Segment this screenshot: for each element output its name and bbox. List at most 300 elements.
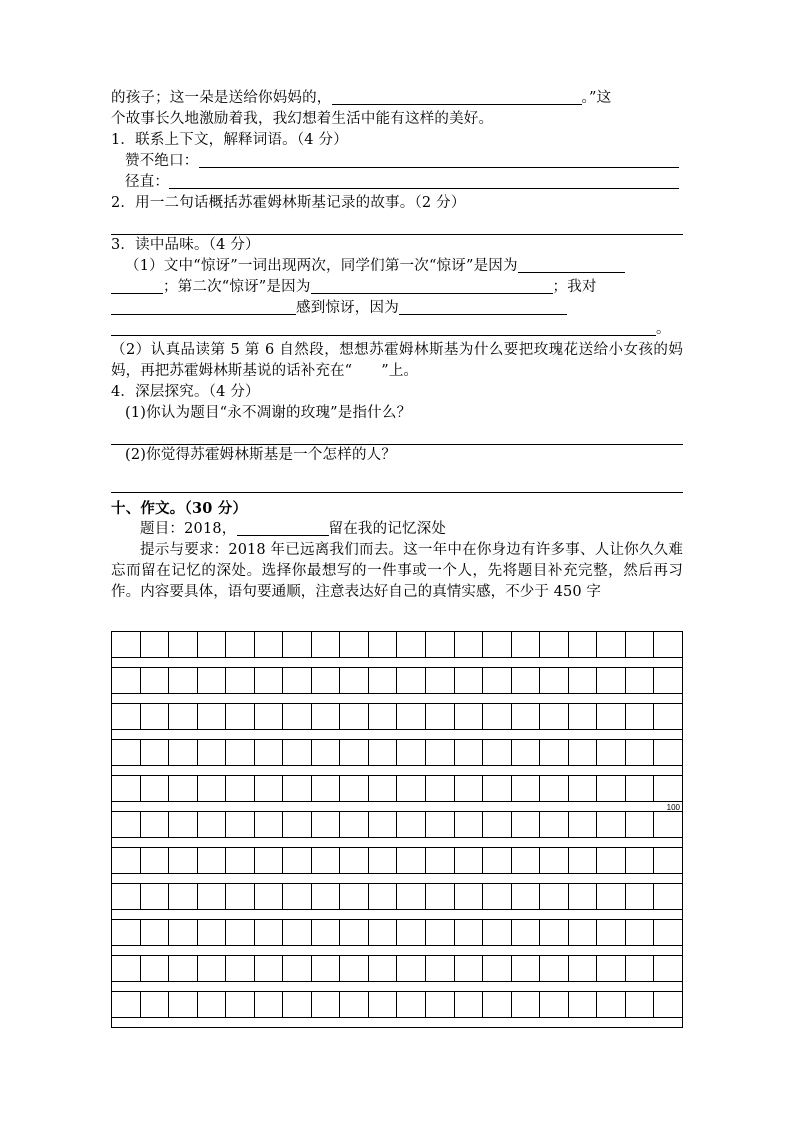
composition-grid-cell[interactable] — [368, 632, 397, 658]
composition-grid-cell[interactable] — [454, 668, 483, 694]
composition-grid-cell[interactable] — [426, 956, 455, 982]
composition-grid-cell[interactable] — [654, 668, 683, 694]
composition-grid-row[interactable] — [112, 740, 683, 766]
composition-grid-cell[interactable] — [368, 740, 397, 766]
composition-grid-cell[interactable] — [483, 920, 512, 946]
question-4-sub-2: (2)你觉得苏霍姆林斯基是一个怎样的人？ — [125, 447, 397, 463]
composition-grid-cell[interactable] — [397, 668, 426, 694]
composition-grid-cell[interactable] — [254, 632, 283, 658]
composition-grid-spacer-cell — [112, 838, 683, 848]
question-4-sub-2-answer-space[interactable] — [111, 466, 683, 492]
composition-grid-cell[interactable] — [112, 812, 141, 838]
composition-grid-cell[interactable] — [283, 668, 312, 694]
question-1-item-2-label: 径直： — [125, 174, 170, 190]
composition-grid-cell[interactable] — [568, 668, 597, 694]
composition-grid-cell[interactable] — [426, 632, 455, 658]
composition-grid-row[interactable] — [112, 884, 683, 910]
composition-grid-spacer-cell — [112, 694, 683, 704]
composition-grid-cell[interactable] — [140, 920, 169, 946]
question-2-number: 2． — [111, 195, 136, 211]
composition-grid-cell[interactable] — [340, 848, 369, 874]
question-4-sub-2-answer-rule[interactable] — [111, 492, 683, 493]
composition-grid-cell[interactable] — [226, 740, 255, 766]
composition-grid-spacer-cell — [112, 766, 683, 776]
composition-grid-cell[interactable] — [454, 812, 483, 838]
composition-grid-cell[interactable] — [511, 956, 540, 982]
composition-grid-cell[interactable] — [397, 812, 426, 838]
composition-grid-cell[interactable] — [511, 920, 540, 946]
question-3-sub-1-line-4 — [111, 319, 683, 340]
composition-grid-cell[interactable] — [112, 740, 141, 766]
composition-grid-cell[interactable] — [540, 884, 569, 910]
composition-grid-cell[interactable] — [169, 992, 198, 1018]
composition-grid-cell[interactable] — [340, 668, 369, 694]
composition-grid-cell[interactable] — [368, 992, 397, 1018]
composition-grid-cell[interactable] — [226, 920, 255, 946]
composition-grid-cell[interactable] — [597, 884, 626, 910]
composition-grid-cell[interactable] — [226, 776, 255, 802]
composition-grid-cell[interactable] — [283, 812, 312, 838]
composition-grid-cell[interactable] — [311, 704, 340, 730]
composition-grid-cell[interactable] — [654, 848, 683, 874]
composition-grid-cell[interactable] — [340, 956, 369, 982]
composition-grid-row[interactable] — [112, 812, 683, 838]
composition-grid-cell[interactable] — [568, 632, 597, 658]
composition-grid-cell[interactable] — [397, 992, 426, 1018]
composition-grid-cell[interactable] — [597, 740, 626, 766]
composition-grid-cell[interactable] — [112, 668, 141, 694]
question-3-heading — [111, 235, 683, 256]
composition-grid-cell[interactable] — [197, 776, 226, 802]
composition-grid-cell[interactable] — [654, 920, 683, 946]
composition-grid-spacer — [112, 730, 683, 740]
composition-grid-cell[interactable] — [654, 776, 683, 802]
composition-grid-cell[interactable] — [254, 668, 283, 694]
composition-grid-cell[interactable] — [511, 668, 540, 694]
composition-grid-cell[interactable] — [254, 848, 283, 874]
composition-grid-cell[interactable] — [511, 812, 540, 838]
question-3-blank-4[interactable] — [111, 299, 296, 315]
composition-grid-cell[interactable] — [454, 704, 483, 730]
composition-grid-spacer-cell — [112, 730, 683, 740]
composition-grid-cell[interactable] — [254, 992, 283, 1018]
composition-grid-cell[interactable] — [483, 884, 512, 910]
composition-grid-cell[interactable] — [511, 884, 540, 910]
composition-prompt: 提示与要求：2018 年已远离我们而去。这一年中在你身边有许多事、人让你久久难忘而留在记忆的深处。选择你最想写的一件事或一个人，先将题目补充完整，然后再习作。内容要具体，语句要通顺，注意表达好自己的真情实感，不少于 450 字 — [111, 542, 683, 600]
composition-grid-cell[interactable] — [483, 812, 512, 838]
composition-grid-spacer — [112, 658, 683, 668]
composition-grid-cell[interactable] — [368, 668, 397, 694]
composition-grid-cell[interactable] — [625, 668, 654, 694]
composition-grid-cell[interactable] — [654, 740, 683, 766]
composition-grid-spacer-cell — [112, 874, 683, 884]
composition-grid-cell[interactable] — [340, 920, 369, 946]
composition-grid-cell[interactable] — [197, 992, 226, 1018]
composition-grid-cell[interactable] — [511, 848, 540, 874]
composition-grid-cell[interactable] — [254, 740, 283, 766]
question-1-item-2 — [111, 172, 683, 193]
composition-grid-row[interactable] — [112, 992, 683, 1018]
composition-grid-cell[interactable] — [254, 956, 283, 982]
composition-grid-cell[interactable] — [283, 992, 312, 1018]
composition-grid-cell[interactable] — [397, 704, 426, 730]
composition-grid-cell[interactable] — [397, 956, 426, 982]
composition-grid-cell[interactable] — [426, 704, 455, 730]
question-3-sub-1-line-2 — [111, 277, 683, 298]
question-4-sub-1-answer-space[interactable] — [111, 424, 683, 444]
composition-grid-cell[interactable] — [197, 884, 226, 910]
question-3-blank-5[interactable] — [399, 299, 567, 315]
composition-grid-cell[interactable] — [311, 632, 340, 658]
composition-grid-cell[interactable] — [540, 632, 569, 658]
composition-grid-cell[interactable] — [112, 704, 141, 730]
composition-grid-cell[interactable] — [140, 956, 169, 982]
composition-title-suffix: 留在我的记忆深处 — [328, 521, 447, 537]
composition-grid-cell[interactable] — [597, 632, 626, 658]
question-1-heading — [111, 130, 683, 151]
composition-grid-cell[interactable] — [311, 812, 340, 838]
composition-grid-cell[interactable] — [283, 632, 312, 658]
composition-grid-cell[interactable] — [426, 848, 455, 874]
question-3-blank-1[interactable] — [518, 257, 625, 273]
composition-grid-spacer-cell — [112, 910, 683, 920]
composition-grid-cell[interactable] — [197, 812, 226, 838]
composition-grid-count-marker: 100 — [666, 803, 680, 812]
composition-grid-cell[interactable] — [112, 956, 141, 982]
composition-grid-cell[interactable] — [540, 740, 569, 766]
composition-grid-cell[interactable] — [283, 956, 312, 982]
composition-grid-cell[interactable] — [454, 632, 483, 658]
composition-grid-cell[interactable] — [454, 992, 483, 1018]
composition-grid-cell[interactable] — [254, 776, 283, 802]
composition-grid-cell[interactable] — [283, 740, 312, 766]
composition-grid-cell[interactable] — [283, 704, 312, 730]
composition-grid-cell[interactable] — [140, 884, 169, 910]
composition-grid-cell[interactable] — [426, 776, 455, 802]
composition-grid-cell[interactable] — [197, 668, 226, 694]
composition-grid-cell[interactable] — [112, 992, 141, 1018]
passage-blank-1[interactable] — [332, 89, 582, 105]
composition-grid-cell[interactable] — [368, 956, 397, 982]
composition-grid-cell[interactable] — [568, 740, 597, 766]
composition-grid-cell[interactable] — [568, 812, 597, 838]
question-3-sub-1-line-1 — [111, 256, 683, 277]
composition-title-line — [111, 519, 683, 540]
composition-grid-cell[interactable] — [654, 812, 683, 838]
composition-grid-row[interactable] — [112, 668, 683, 694]
composition-grid-cell[interactable] — [483, 704, 512, 730]
composition-grid-cell[interactable] — [540, 956, 569, 982]
composition-grid-cell[interactable] — [311, 920, 340, 946]
composition-grid-cell[interactable] — [568, 704, 597, 730]
composition-grid-cell[interactable] — [540, 704, 569, 730]
composition-grid-cell[interactable] — [340, 812, 369, 838]
composition-grid-cell[interactable] — [254, 812, 283, 838]
composition-grid-cell[interactable] — [597, 920, 626, 946]
composition-grid-cell[interactable] — [226, 668, 255, 694]
composition-grid-cell[interactable] — [426, 884, 455, 910]
composition-grid-cell[interactable] — [169, 920, 198, 946]
composition-grid-cell[interactable] — [169, 632, 198, 658]
question-3-blank-2[interactable] — [111, 278, 163, 294]
composition-grid-cell[interactable] — [197, 704, 226, 730]
composition-grid-cell[interactable] — [511, 704, 540, 730]
composition-grid[interactable] — [111, 631, 683, 1028]
composition-grid-cell[interactable] — [397, 884, 426, 910]
composition-grid-cell[interactable] — [140, 668, 169, 694]
question-1-item-2-blank[interactable] — [169, 173, 679, 189]
composition-grid-cell[interactable] — [169, 884, 198, 910]
composition-grid-cell[interactable] — [226, 848, 255, 874]
composition-grid-cell[interactable] — [340, 740, 369, 766]
composition-grid-spacer — [112, 910, 683, 920]
composition-grid-cell[interactable] — [197, 956, 226, 982]
composition-grid-cell[interactable] — [140, 740, 169, 766]
composition-grid-cell[interactable] — [112, 776, 141, 802]
composition-grid-cell[interactable] — [625, 992, 654, 1018]
composition-grid-cell[interactable] — [397, 848, 426, 874]
composition-grid-cell[interactable] — [311, 740, 340, 766]
question-3-text: 读中品味。（4 分） — [135, 237, 260, 253]
composition-grid-cell[interactable] — [625, 812, 654, 838]
passage-tail-text-post: 。”这 — [581, 90, 612, 106]
composition-grid-cell[interactable] — [112, 632, 141, 658]
question-4-sub-1: (1)你认为题目“永不凋谢的玫瑰”是指什么？ — [125, 405, 412, 421]
composition-grid-cell[interactable] — [340, 776, 369, 802]
composition-grid-cell[interactable] — [654, 992, 683, 1018]
composition-grid-cell[interactable] — [169, 776, 198, 802]
question-1-item-1-blank[interactable] — [199, 152, 679, 168]
composition-grid-cell[interactable] — [169, 740, 198, 766]
composition-grid-cell[interactable] — [254, 884, 283, 910]
question-3-sub-1-text-e: 。 — [656, 321, 671, 337]
composition-grid-cell[interactable] — [625, 740, 654, 766]
question-4-text: 深层探究。（4 分） — [135, 384, 260, 400]
composition-grid-cell[interactable] — [540, 920, 569, 946]
composition-grid-spacer — [112, 766, 683, 776]
composition-grid-cell[interactable] — [540, 812, 569, 838]
composition-grid-spacer — [112, 694, 683, 704]
composition-grid-cell[interactable] — [226, 992, 255, 1018]
composition-grid-cell[interactable] — [226, 884, 255, 910]
composition-grid-cell[interactable] — [197, 848, 226, 874]
composition-grid-row[interactable] — [112, 920, 683, 946]
composition-grid-cell[interactable] — [454, 848, 483, 874]
composition-grid-cell[interactable] — [511, 740, 540, 766]
composition-grid-cell[interactable] — [226, 812, 255, 838]
composition-grid-cell[interactable] — [597, 812, 626, 838]
composition-grid-cell[interactable] — [625, 848, 654, 874]
composition-grid-cell[interactable] — [311, 776, 340, 802]
composition-grid-cell[interactable] — [169, 956, 198, 982]
composition-grid-cell[interactable] — [169, 704, 198, 730]
composition-grid-cell[interactable] — [226, 956, 255, 982]
question-2-heading — [111, 193, 683, 214]
composition-grid-table[interactable] — [111, 631, 683, 1028]
composition-grid-row[interactable] — [112, 632, 683, 658]
composition-grid-cell[interactable] — [197, 740, 226, 766]
composition-grid-cell[interactable] — [397, 740, 426, 766]
composition-grid-cell[interactable] — [340, 704, 369, 730]
passage-tail-text-pre: 的孩子；这一朵是送给你妈妈的， — [111, 90, 332, 106]
composition-grid-cell[interactable] — [426, 740, 455, 766]
composition-grid-cell[interactable] — [483, 776, 512, 802]
question-2-answer-space[interactable] — [111, 214, 683, 234]
composition-grid-cell[interactable] — [140, 992, 169, 1018]
composition-grid-cell[interactable] — [368, 884, 397, 910]
composition-grid-cell[interactable] — [625, 632, 654, 658]
composition-grid-cell[interactable] — [368, 776, 397, 802]
composition-grid-cell[interactable] — [568, 776, 597, 802]
composition-grid-cell[interactable] — [597, 848, 626, 874]
composition-grid-cell[interactable] — [140, 812, 169, 838]
composition-grid-cell[interactable] — [169, 848, 198, 874]
composition-grid-cell[interactable] — [426, 812, 455, 838]
composition-grid-cell[interactable] — [654, 704, 683, 730]
composition-grid-cell[interactable] — [112, 920, 141, 946]
composition-grid-cell[interactable] — [311, 848, 340, 874]
composition-grid-cell[interactable] — [140, 704, 169, 730]
composition-grid-cell[interactable] — [454, 920, 483, 946]
question-1-item-1 — [111, 151, 683, 172]
composition-grid-cell[interactable] — [597, 776, 626, 802]
composition-grid-cell[interactable] — [597, 704, 626, 730]
composition-grid-cell[interactable] — [283, 776, 312, 802]
composition-grid-cell[interactable] — [454, 956, 483, 982]
composition-grid-cell[interactable] — [483, 848, 512, 874]
question-4-heading — [111, 382, 683, 403]
composition-grid-cell[interactable] — [597, 956, 626, 982]
composition-grid-spacer — [112, 982, 683, 992]
composition-grid-cell[interactable] — [397, 920, 426, 946]
composition-grid-cell[interactable] — [340, 632, 369, 658]
composition-grid-cell[interactable] — [112, 884, 141, 910]
composition-grid-cell[interactable] — [311, 668, 340, 694]
composition-title-blank[interactable] — [237, 520, 329, 536]
question-3-blank-3[interactable] — [311, 278, 553, 294]
composition-grid-spacer — [112, 1018, 683, 1028]
composition-grid-cell[interactable] — [112, 848, 141, 874]
composition-grid-row[interactable] — [112, 956, 683, 982]
composition-grid-cell[interactable] — [483, 740, 512, 766]
composition-grid-cell[interactable] — [654, 884, 683, 910]
composition-grid-cell[interactable] — [254, 704, 283, 730]
composition-grid-cell[interactable] — [540, 668, 569, 694]
composition-grid-cell[interactable] — [511, 632, 540, 658]
composition-grid-cell[interactable] — [454, 740, 483, 766]
question-1-item-1-label: 赞不绝口： — [125, 153, 199, 169]
question-3-blank-6[interactable] — [111, 320, 656, 336]
composition-grid-cell[interactable] — [140, 776, 169, 802]
composition-grid-cell[interactable] — [254, 920, 283, 946]
composition-grid-cell[interactable] — [483, 632, 512, 658]
composition-grid-cell[interactable] — [454, 884, 483, 910]
composition-grid-row[interactable] — [112, 848, 683, 874]
composition-grid-cell[interactable] — [625, 776, 654, 802]
composition-grid-body — [112, 632, 683, 1028]
composition-grid-cell[interactable] — [511, 992, 540, 1018]
composition-grid-cell[interactable] — [226, 704, 255, 730]
composition-grid-cell[interactable] — [426, 668, 455, 694]
composition-grid-cell[interactable] — [625, 956, 654, 982]
passage-tail-line-2: 个故事长久地激励着我，我幻想着生活中能有这样的美好。 — [111, 111, 494, 127]
composition-grid-spacer-cell — [112, 658, 683, 668]
composition-grid-cell[interactable] — [283, 884, 312, 910]
composition-grid-cell[interactable] — [625, 920, 654, 946]
composition-grid-cell[interactable] — [568, 956, 597, 982]
composition-grid-cell[interactable] — [340, 992, 369, 1018]
composition-grid-cell[interactable] — [483, 668, 512, 694]
composition-heading: 十、作文。（30 分） — [111, 500, 248, 517]
composition-grid-cell[interactable] — [283, 848, 312, 874]
composition-grid-cell[interactable] — [397, 776, 426, 802]
composition-grid-cell[interactable] — [197, 920, 226, 946]
composition-grid-cell[interactable] — [169, 668, 198, 694]
composition-grid-cell[interactable] — [426, 992, 455, 1018]
composition-grid-cell[interactable] — [654, 956, 683, 982]
composition-grid-cell[interactable] — [197, 632, 226, 658]
composition-grid-spacer-cell — [112, 1018, 683, 1028]
composition-grid-spacer-cell — [112, 802, 683, 812]
composition-grid-cell[interactable] — [568, 920, 597, 946]
question-3-sub-1-text-d: 感到惊讶，因为 — [296, 300, 399, 316]
composition-grid-cell[interactable] — [568, 884, 597, 910]
composition-grid-row[interactable] — [112, 704, 683, 730]
question-3-sub-1-line-3 — [111, 298, 683, 319]
composition-grid-cell[interactable] — [311, 992, 340, 1018]
composition-grid-cell[interactable] — [340, 884, 369, 910]
composition-grid-cell[interactable] — [568, 848, 597, 874]
composition-grid-spacer — [112, 838, 683, 848]
composition-grid-cell[interactable] — [368, 704, 397, 730]
composition-grid-cell[interactable] — [483, 956, 512, 982]
question-1-number: 1． — [111, 132, 136, 148]
composition-grid-cell[interactable] — [140, 632, 169, 658]
composition-grid-cell[interactable] — [597, 668, 626, 694]
composition-grid-row[interactable] — [112, 776, 683, 802]
composition-grid-cell[interactable] — [368, 848, 397, 874]
composition-grid-spacer — [112, 802, 683, 812]
question-1-text: 联系上下文，解释词语。（4 分） — [135, 132, 348, 148]
composition-grid-cell[interactable] — [283, 920, 312, 946]
composition-grid-cell[interactable] — [140, 848, 169, 874]
composition-grid-cell[interactable] — [311, 956, 340, 982]
composition-grid-cell[interactable] — [625, 704, 654, 730]
composition-grid-cell[interactable] — [625, 884, 654, 910]
composition-grid-cell[interactable] — [483, 992, 512, 1018]
composition-grid-cell[interactable] — [654, 632, 683, 658]
composition-grid-cell[interactable] — [426, 920, 455, 946]
composition-grid-cell[interactable] — [540, 992, 569, 1018]
composition-grid-cell[interactable] — [368, 812, 397, 838]
composition-grid-cell[interactable] — [311, 884, 340, 910]
composition-grid-cell[interactable] — [169, 812, 198, 838]
composition-grid-cell[interactable] — [540, 848, 569, 874]
composition-grid-cell[interactable] — [540, 776, 569, 802]
composition-grid-cell[interactable] — [397, 632, 426, 658]
composition-grid-cell[interactable] — [568, 992, 597, 1018]
reading-section — [111, 88, 683, 603]
composition-grid-spacer-cell — [112, 946, 683, 956]
question-3-sub-2: （2）认真品读第 5 第 6 自然段，想想苏霍姆林斯基为什么要把玫瑰花送给小女孩的妈妈，再把苏霍姆林斯基说的话补充在“ ”上。 — [111, 342, 683, 379]
composition-grid-cell[interactable] — [597, 992, 626, 1018]
composition-title-prefix: 题目：2018， — [140, 521, 237, 537]
composition-grid-cell[interactable] — [454, 776, 483, 802]
question-2-text: 用一二句话概括苏霍姆林斯基记录的故事。（2 分） — [135, 195, 466, 211]
composition-grid-cell[interactable] — [368, 920, 397, 946]
composition-grid-cell[interactable] — [511, 776, 540, 802]
composition-grid-cell[interactable] — [226, 632, 255, 658]
